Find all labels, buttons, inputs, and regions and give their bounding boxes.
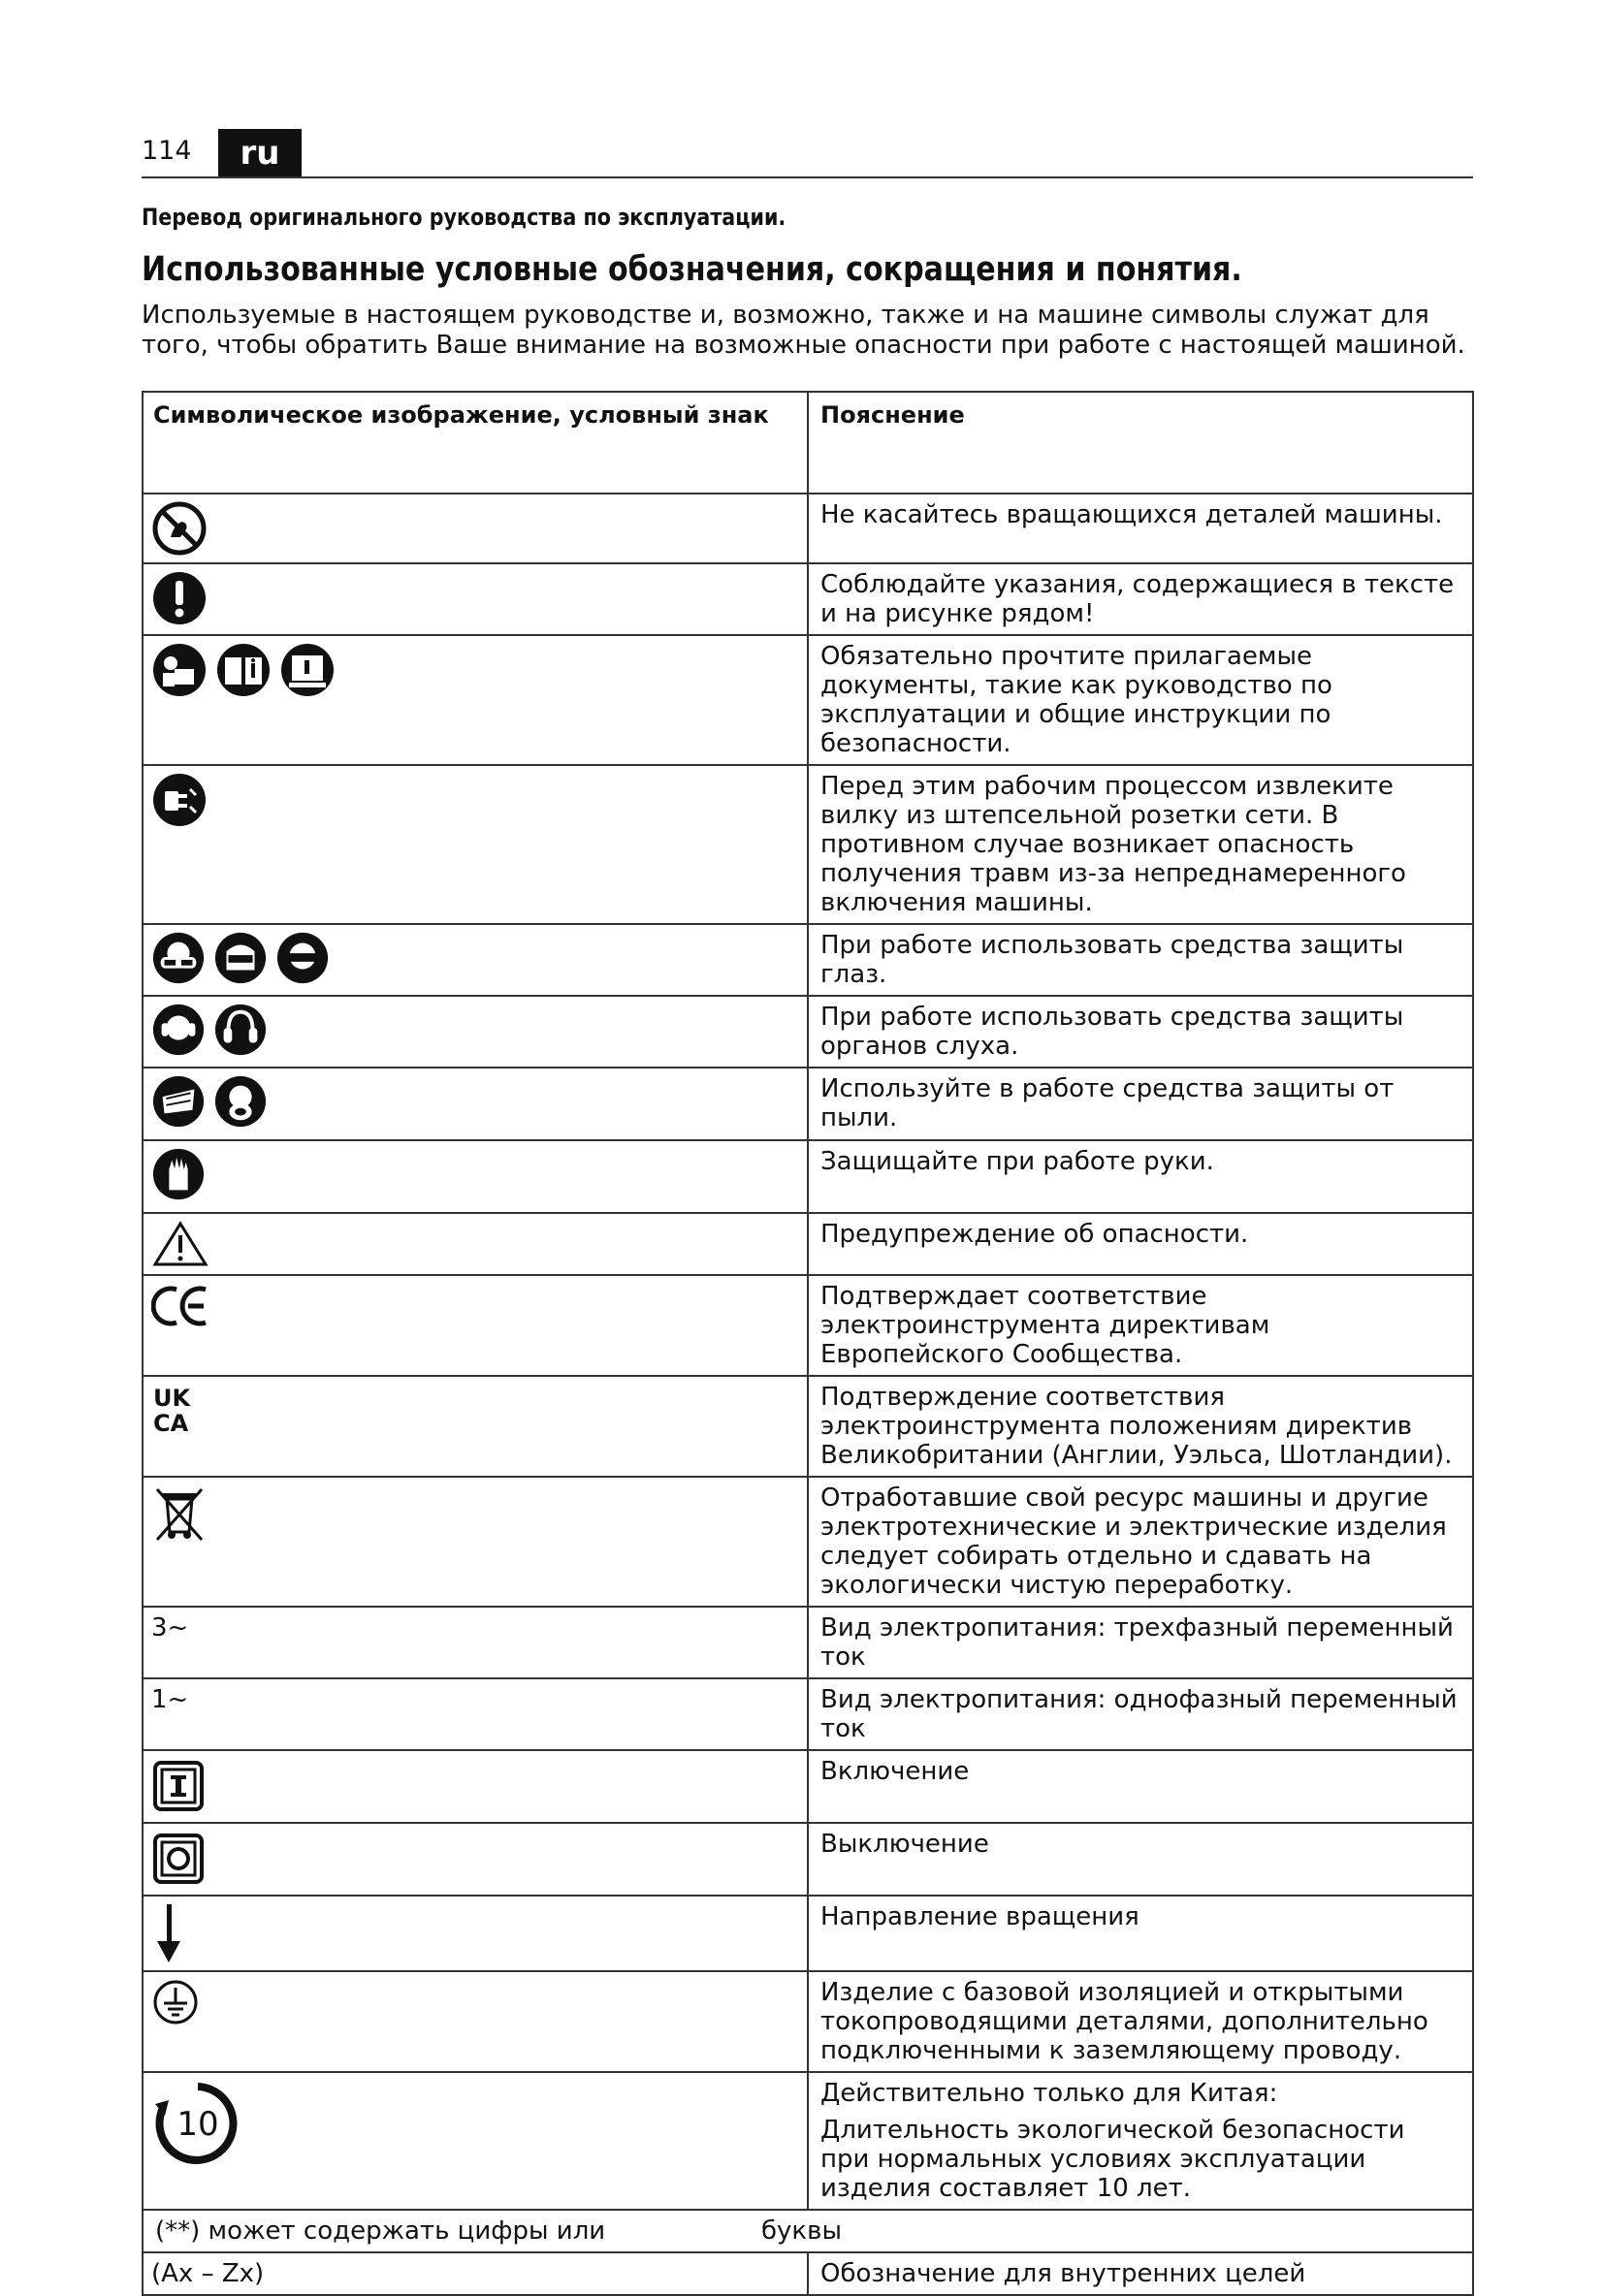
table-row	[143, 1971, 1473, 2072]
table-row	[143, 1607, 1473, 1678]
ukca-mark-icon	[151, 1383, 200, 1435]
row-explanation: Подтверждает соответствие электроинструмента директивам Европейского Сообщества.	[820, 1282, 1270, 1369]
svg-text:10: 10	[176, 2105, 219, 2144]
row-explanation: Обозначение для внутренних целей	[820, 2259, 1306, 2288]
power-on-icon	[151, 1757, 206, 1815]
ce-mark-icon	[151, 1282, 211, 1330]
table-row	[143, 635, 1473, 765]
row-explanation: Выключение	[820, 1830, 989, 1859]
section-title: Использованные условные обозначения, сокращения и понятия.	[142, 250, 1242, 289]
symbol-text: 3~	[143, 1607, 808, 1678]
row-explanation: При работе использовать средства защиты глаз.	[820, 931, 1404, 989]
row-explanation: Предупреждение об опасности.	[820, 1220, 1249, 1249]
svg-text:UK: UK	[153, 1385, 191, 1412]
page-number: 114	[142, 136, 192, 166]
protective-earth-icon	[151, 1978, 200, 2026]
document-subtitle: Перевод оригинального руководства по эксплуатации.	[142, 204, 786, 231]
row-explanation: Подтверждение соответствия электроинструмента положениям директив Великобритании (Англии, Уэльса, Шотландии).	[820, 1383, 1453, 1470]
table-row	[143, 924, 1473, 996]
row-explanation: Включение	[820, 1757, 970, 1786]
info-book-icon	[215, 642, 272, 698]
ear-muffs-icon	[213, 1003, 268, 1057]
safety-goggles-icon	[151, 931, 206, 985]
china-efup-10-icon	[151, 2079, 244, 2168]
table-row	[143, 1068, 1473, 1140]
read-manual-icon	[151, 642, 208, 698]
row-explanation: Изделие с базовой изоляцией и открытыми токопроводящими деталями, дополнительно подключенными к заземляющему проводу.	[820, 1978, 1428, 2065]
symbol-text: (Ax – Zx)	[143, 2252, 808, 2295]
table-row	[143, 1896, 1473, 1971]
row-explanation: Действительно только для Китая:	[820, 2079, 1278, 2108]
symbols-table	[142, 391, 1474, 2296]
row-explanation: Защищайте при работе руки.	[820, 1147, 1214, 1176]
row-explanation: Направление вращения	[820, 1902, 1139, 1931]
exclamation-icon	[151, 570, 208, 626]
row-explanation: Соблюдайте указания, содержащиеся в тексте и на рисунке рядом!	[820, 570, 1455, 628]
row-explanation: Вид электропитания: трехфазный переменный ток	[820, 1613, 1454, 1672]
table-row	[143, 996, 1473, 1068]
table-row	[143, 1275, 1473, 1376]
warning-triangle-icon	[151, 1220, 209, 1268]
table-row	[143, 494, 1473, 563]
eye-protection-icon	[275, 931, 330, 985]
ear-protection-icon	[151, 1003, 206, 1057]
weee-bin-icon	[151, 1483, 208, 1544]
svg-text:CA: CA	[153, 1410, 189, 1435]
table-row	[143, 1823, 1473, 1896]
table-row	[143, 2072, 1473, 2210]
table-row	[143, 2252, 1473, 2295]
row-explanation: Обязательно прочтите прилагаемые документы, такие как руководство по эксплуатации и общие инструкции по безопасности.	[820, 642, 1332, 758]
table-row	[143, 1477, 1473, 1607]
gloves-icon	[151, 1147, 206, 1201]
merged-note-start: (**) может содержать цифры или	[155, 2216, 606, 2246]
table-row	[143, 1213, 1473, 1275]
table-row	[143, 1750, 1473, 1823]
col-header-explanation: Пояснение	[808, 392, 1473, 494]
read-document-icon	[279, 642, 336, 698]
table-row	[143, 1678, 1473, 1750]
symbol-text: 1~	[143, 1678, 808, 1750]
merged-note-end: буквы	[761, 2216, 842, 2246]
language-badge: ru	[218, 129, 302, 177]
intro-paragraph: Используемые в настоящем руководстве и, возможно, также и на машине символы служат для того, чтобы обратить Ваше внимание на возможные опасности при работе с настоящей машиной.	[142, 301, 1465, 360]
rotation-direction-arrow-icon	[151, 1902, 186, 1964]
row-explanation: При работе использовать средства защиты органов слуха.	[820, 1003, 1404, 1061]
table-row	[143, 1140, 1473, 1213]
header-rule	[142, 176, 1473, 178]
table-row	[143, 1376, 1473, 1477]
row-explanation-detail: Длительность экологической безопасности при нормальных условиях эксплуатации изделия составляет 10 лет.	[820, 2116, 1405, 2203]
col-header-symbol: Символическое изображение, условный знак	[143, 392, 808, 494]
table-row	[143, 2210, 1473, 2252]
face-shield-icon	[213, 931, 268, 985]
power-off-icon	[151, 1830, 206, 1888]
table-row	[143, 563, 1473, 635]
row-explanation: Вид электропитания: однофазный переменный ток	[820, 1685, 1458, 1743]
row-explanation: Не касайтесь вращающихся деталей машины.	[820, 500, 1443, 529]
table-header-row	[143, 392, 1473, 494]
no-touch-rotating-icon	[151, 500, 208, 557]
row-explanation: Используйте в работе средства защиты от пыли.	[820, 1074, 1395, 1132]
row-explanation: Перед этим рабочим процессом извлеките вилку из штепсельной розетки сети. В противном случае возникает опасность получения травм из-за непреднамеренного включения машины.	[820, 772, 1406, 917]
dust-mask-icon	[151, 1074, 206, 1129]
respirator-icon	[213, 1074, 268, 1129]
row-explanation: Отработавшие свой ресурс машины и другие электротехнические и электрические изделия следует собирать отдельно и сдавать на экологически чистую переработку.	[820, 1483, 1447, 1600]
unplug-icon	[151, 772, 208, 828]
table-row	[143, 765, 1473, 924]
